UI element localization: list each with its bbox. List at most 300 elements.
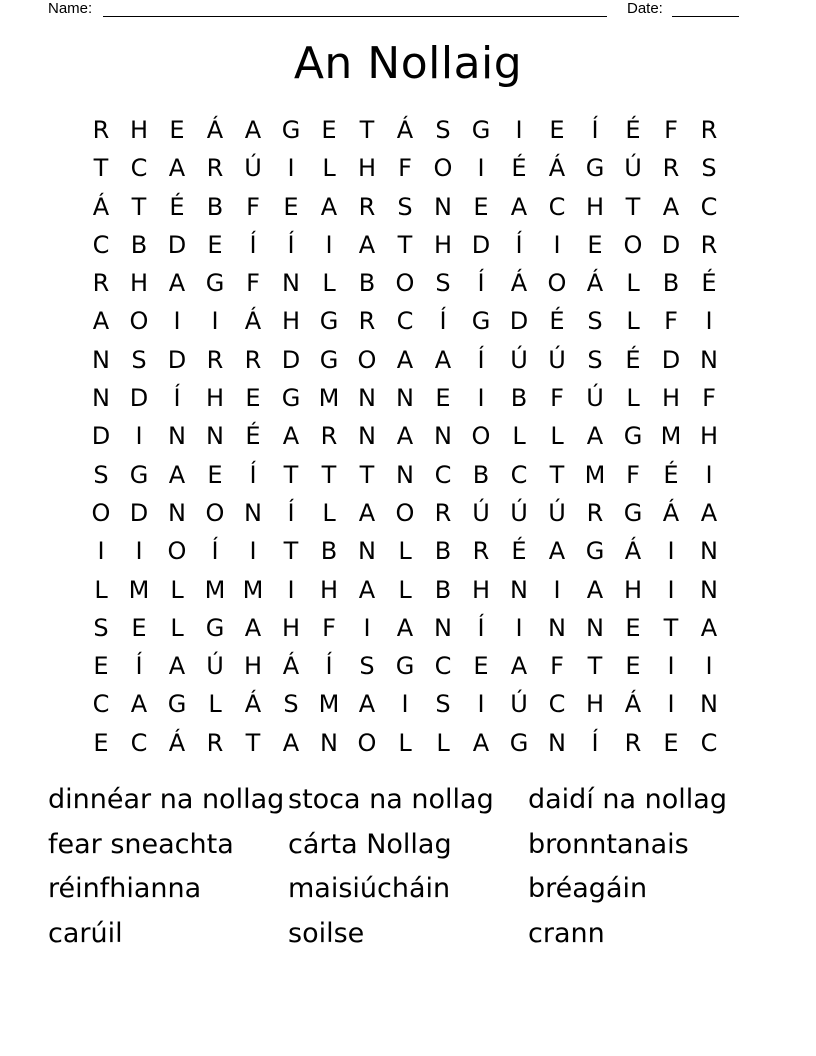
grid-letter: D [91,422,111,451]
grid-letter: Á [624,690,642,719]
grid-letter: A [282,728,300,757]
grid-letter: É [549,307,565,336]
grid-letter: C [92,230,110,259]
grid-letter: S [587,345,603,374]
grid-letter: A [168,460,186,489]
grid-letter: Í [477,269,485,298]
grid-letter: C [92,690,110,719]
grid-letter: N [700,345,718,374]
grid-letter: Ú [244,154,262,183]
grid-letter: É [245,422,261,451]
grid-letter: F [322,613,336,642]
grid-letter: S [435,269,451,298]
grid-letter: O [395,269,415,298]
grid-letter: Á [396,116,414,144]
grid-letter: D [167,230,187,259]
grid-letter: Á [586,269,604,298]
grid-letter: C [396,307,414,336]
grid-letter: Ú [624,154,642,183]
grid-letter: E [169,116,185,144]
grid-letter: G [319,307,339,336]
grid-letter: N [168,498,186,527]
grid-letter: F [246,192,260,221]
grid-letter: T [587,652,603,681]
word-list-item: soilse [288,917,365,949]
grid-letter: E [587,230,603,259]
grid-letter: F [664,307,678,336]
grid-letter: T [283,537,299,566]
grid-letter: C [434,652,452,681]
grid-letter: S [93,460,109,489]
grid-letter: B [472,460,490,489]
grid-letter: I [515,116,523,144]
grid-letter: E [625,652,641,681]
grid-letter: H [281,613,301,642]
grid-letter: E [549,116,565,144]
grid-letter: H [281,307,301,336]
grid-letter: N [206,422,224,451]
grid-letter: R [434,498,452,527]
grid-letter: E [93,728,109,757]
word-list [48,778,768,956]
grid-letter: M [660,422,682,451]
grid-letter: Á [282,652,300,681]
grid-letter: G [205,269,225,298]
grid-letter: C [130,728,148,757]
grid-letter: G [585,537,605,566]
grid-letter: E [625,613,641,642]
grid-letter: A [396,422,414,451]
grid-letter: A [130,690,148,719]
grid-letter: O [471,422,491,451]
grid-letter: T [625,192,641,221]
grid-letter: R [624,728,642,757]
grid-letter: N [396,384,414,413]
grid-letter: T [549,460,565,489]
word-list-item: stoca na nollag [288,784,494,815]
grid-letter: I [553,230,561,259]
grid-letter: I [249,537,257,566]
grid-letter: Á [244,690,262,719]
grid-letter: H [623,575,643,604]
grid-letter: D [167,345,187,374]
grid-letter: I [705,460,713,489]
word-list-item: carúil [48,917,123,949]
grid-letter: G [623,422,643,451]
grid-letter: L [170,613,184,642]
grid-letter: N [92,384,110,413]
grid-letter: C [700,728,718,757]
grid-letter: Á [548,154,566,183]
grid-letter: É [625,116,641,144]
grid-letter: H [661,384,681,413]
grid-letter: A [434,345,452,374]
grid-letter: Á [624,537,642,566]
grid-letter: G [281,116,301,144]
grid-letter: L [322,269,336,298]
grid-letter: F [664,116,678,144]
grid-letter: A [168,652,186,681]
grid-letter: E [283,192,299,221]
grid-letter: R [586,498,604,527]
grid-letter: R [662,154,680,183]
grid-letter: L [322,154,336,183]
grid-letter: Í [477,345,485,374]
grid-letter: Ú [510,345,528,374]
grid-letter: H [585,192,605,221]
grid-letter: N [434,192,452,221]
word-list-item: dinnéar na nollag [48,784,285,815]
grid-letter: T [397,230,413,259]
grid-letter: A [662,192,680,221]
grid-letter: C [700,192,718,221]
grid-letter: I [363,613,371,642]
grid-letter: L [626,269,640,298]
grid-letter: R [206,154,224,183]
grid-letter: C [510,460,528,489]
grid-letter: R [358,307,376,336]
grid-letter: F [398,154,412,183]
grid-letter: H [357,154,377,183]
name-date-header [0,0,816,20]
grid-letter: D [129,384,149,413]
grid-letter: E [435,384,451,413]
grid-letter: Ú [510,498,528,527]
grid-letter: Í [173,384,181,413]
grid-letter: A [168,269,186,298]
grid-letter: Í [439,307,447,336]
grid-letter: R [206,345,224,374]
grid-letter: O [357,345,377,374]
grid-letter: H [129,269,149,298]
grid-letter: R [358,192,376,221]
grid-letter: Í [515,230,523,259]
grid-letter: E [207,460,223,489]
grid-letter: Á [510,269,528,298]
grid-letter: B [320,537,338,566]
grid-letter: H [205,384,225,413]
grid-letter: I [401,690,409,719]
grid-letter: R [92,269,110,298]
grid-letter: R [472,537,490,566]
grid-letter: L [322,498,336,527]
grid-letter: B [434,537,452,566]
grid-letter: A [472,728,490,757]
grid-letter: B [206,192,224,221]
grid-letter: Í [591,728,599,757]
grid-letter: Ú [510,690,528,719]
grid-letter: Ú [548,498,566,527]
grid-letter: H [699,422,719,451]
grid-letter: A [320,192,338,221]
grid-letter: Á [168,728,186,757]
grid-letter: B [662,269,680,298]
grid-letter: Ú [206,652,224,681]
grid-letter: É [511,154,527,183]
grid-letter: N [700,690,718,719]
grid-letter: F [550,652,564,681]
grid-letter: I [287,575,295,604]
grid-letter: A [282,422,300,451]
grid-letter: F [626,460,640,489]
grid-letter: Í [287,230,295,259]
grid-letter: T [359,460,375,489]
grid-letter: S [701,154,717,183]
grid-letter: L [626,384,640,413]
grid-letter: Í [135,652,143,681]
grid-letter: T [93,154,109,183]
grid-letter: N [358,537,376,566]
grid-letter: F [246,269,260,298]
grid-letter: O [167,537,187,566]
grid-letter: C [548,192,566,221]
grid-letter: L [170,575,184,604]
grid-letter: Í [211,537,219,566]
grid-letter: Ú [548,345,566,374]
grid-letter: H [129,116,149,144]
word-list-item: fear sneachta [48,828,234,860]
grid-letter: R [320,422,338,451]
grid-letter: G [395,652,415,681]
grid-letter: A [700,613,718,642]
grid-letter: E [473,652,489,681]
grid-letter: I [477,154,485,183]
grid-letter: É [625,345,641,374]
grid-letter: N [396,460,414,489]
grid-letter: T [283,460,299,489]
word-list-item: maisiúcháin [288,873,451,904]
grid-letter: O [129,307,149,336]
grid-letter: G [167,690,187,719]
grid-letter: A [358,230,376,259]
grid-letter: G [471,116,491,144]
grid-letter: A [586,575,604,604]
grid-letter: H [585,690,605,719]
grid-letter: L [550,422,564,451]
grid-letter: H [471,575,491,604]
grid-letter: D [661,345,681,374]
grid-letter: L [436,728,450,757]
grid-letter: Á [206,116,224,144]
grid-letter: L [512,422,526,451]
grid-letter: A [92,307,110,336]
grid-letter: B [130,230,148,259]
grid-letter: C [434,460,452,489]
grid-letter: O [395,498,415,527]
grid-letter: É [663,460,679,489]
grid-letter: M [128,575,150,604]
grid-letter: Á [244,307,262,336]
grid-letter: L [398,575,412,604]
grid-letter: D [471,230,491,259]
grid-letter: É [511,537,527,566]
grid-letter: G [585,154,605,183]
grid-letter: C [130,154,148,183]
grid-letter: Á [92,192,110,221]
grid-letter: S [283,690,299,719]
grid-letter: Ú [472,498,490,527]
grid-letter: E [207,230,223,259]
grid-letter: N [244,498,262,527]
grid-letter: M [318,690,340,719]
grid-letter: D [129,498,149,527]
grid-letter: A [586,422,604,451]
grid-letter: O [547,269,567,298]
grid-letter: B [510,384,528,413]
grid-letter: F [550,384,564,413]
grid-letter: N [510,575,528,604]
grid-letter: L [398,537,412,566]
grid-letter: N [358,384,376,413]
grid-letter: I [515,613,523,642]
grid-letter: A [548,537,566,566]
grid-letter: G [319,345,339,374]
name-label: Name: [48,0,93,17]
grid-letter: D [661,230,681,259]
grid-letter: N [434,613,452,642]
grid-letter: I [477,384,485,413]
grid-letter: A [700,498,718,527]
grid-letter: T [359,116,375,144]
grid-letter: R [92,116,110,144]
word-list-item: cárta Nollag [288,828,452,860]
grid-letter: N [282,269,300,298]
grid-letter: O [433,154,453,183]
grid-letter: F [702,384,716,413]
grid-letter: E [473,192,489,221]
grid-letter: R [244,345,262,374]
grid-letter: H [243,652,263,681]
grid-letter: L [208,690,222,719]
grid-letter: A [358,690,376,719]
name-blank-line [103,16,607,17]
grid-letter: Í [591,116,599,144]
grid-letter: M [204,575,226,604]
grid-letter: O [623,230,643,259]
grid-letter: L [94,575,108,604]
grid-letter: R [700,230,718,259]
grid-letter: N [700,575,718,604]
word-list-item: réinfhianna [48,873,202,904]
grid-letter: T [663,613,679,642]
grid-letter: G [471,307,491,336]
grid-letter: I [173,307,181,336]
word-list-item: daidí na nollag [528,784,727,815]
grid-letter: I [135,537,143,566]
word-list-item: crann [528,917,605,949]
grid-letter: S [93,613,109,642]
grid-letter: I [553,575,561,604]
grid-letter: I [477,690,485,719]
grid-letter: B [434,575,452,604]
grid-letter: L [398,728,412,757]
grid-letter: I [97,537,105,566]
grid-letter: I [287,154,295,183]
date-blank-line [672,16,739,17]
grid-letter: G [623,498,643,527]
grid-letter: Í [249,460,257,489]
grid-letter: C [548,690,566,719]
grid-letter: O [91,498,111,527]
grid-letter: N [548,613,566,642]
grid-letter: R [700,116,718,144]
grid-letter: G [509,728,529,757]
grid-letter: G [205,613,225,642]
date-label: Date: [627,0,663,17]
grid-letter: N [700,537,718,566]
grid-letter: N [168,422,186,451]
grid-letter: T [131,192,147,221]
grid-letter: G [281,384,301,413]
grid-letter: E [245,384,261,413]
grid-letter: S [359,652,375,681]
grid-letter: T [321,460,337,489]
grid-letter: M [242,575,264,604]
grid-letter: E [93,652,109,681]
grid-letter: S [587,307,603,336]
grid-letter: Í [249,230,257,259]
grid-letter: A [358,498,376,527]
grid-letter: E [663,728,679,757]
grid-letter: B [358,269,376,298]
grid-letter: A [244,613,262,642]
grid-letter: N [548,728,566,757]
word-list-item: bronntanais [528,828,689,860]
grid-letter: S [435,690,451,719]
grid-letter: A [168,154,186,183]
grid-letter: I [705,307,713,336]
grid-letter: A [396,613,414,642]
grid-letter: A [358,575,376,604]
grid-letter: N [358,422,376,451]
grid-letter: S [435,116,451,144]
grid-letter: Í [477,613,485,642]
grid-letter: Á [662,498,680,527]
grid-letter: O [205,498,225,527]
grid-letter: D [509,307,529,336]
grid-letter: H [433,230,453,259]
grid-letter: S [397,192,413,221]
grid-letter: N [586,613,604,642]
grid-letter: I [667,575,675,604]
grid-letter: N [320,728,338,757]
grid-letter: A [244,116,262,144]
grid-letter: G [129,460,149,489]
grid-letter: I [667,690,675,719]
grid-letter: Ú [586,384,604,413]
grid-letter: M [318,384,340,413]
page-title: An Nollaig [293,38,523,89]
grid-letter: A [510,652,528,681]
grid-letter: I [667,652,675,681]
grid-letter: I [325,230,333,259]
grid-letter: L [626,307,640,336]
grid-letter: O [357,728,377,757]
grid-letter: R [206,728,224,757]
grid-letter: I [135,422,143,451]
grid-letter: É [169,192,185,221]
grid-letter: I [705,652,713,681]
grid-letter: A [396,345,414,374]
grid-letter: É [701,269,717,298]
grid-letter: S [131,345,147,374]
word-search-grid [82,111,728,762]
grid-letter: Í [287,498,295,527]
grid-letter: N [92,345,110,374]
grid-letter: T [245,728,261,757]
grid-letter: N [434,422,452,451]
grid-letter: M [584,460,606,489]
